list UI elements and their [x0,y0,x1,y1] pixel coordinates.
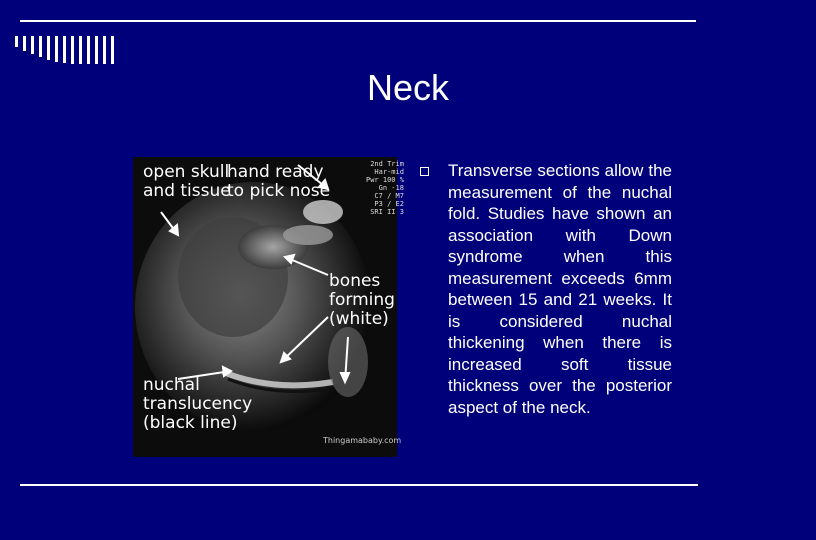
scanner-settings-readout: 2nd Trim Har-mid Pwr 100 % Gn -18 C7 / M7 P3 / E2 SRI II 3 [366,160,404,216]
square-bullet-icon [420,167,429,176]
annotation-hand-ready: hand ready to pick nose [227,162,331,201]
bullet-point [420,160,672,418]
bullet-text: Transverse sections allow the measurement of the nuchal fold. Studies have shown an association with Down syndrome when this measurement exceeds 6mm between 15 and 21 weeks. It is considered nuchal thickening when there is increased soft tissue thickness over the posterior aspect of the neck. [448,161,672,417]
annotation-open-skull: open skull and tissue [143,162,231,201]
bottom-divider-line [20,484,698,486]
annotation-nuchal-translucency: nuchal translucency (black line) [143,375,253,433]
ultrasound-image [133,157,404,457]
image-watermark: Thingamababy.com [323,436,402,445]
decorative-vertical-bars [15,36,695,64]
top-divider-line [20,20,696,22]
annotation-bones-forming: bones forming (white) [329,271,395,329]
slide-title: Neck [366,67,450,108]
